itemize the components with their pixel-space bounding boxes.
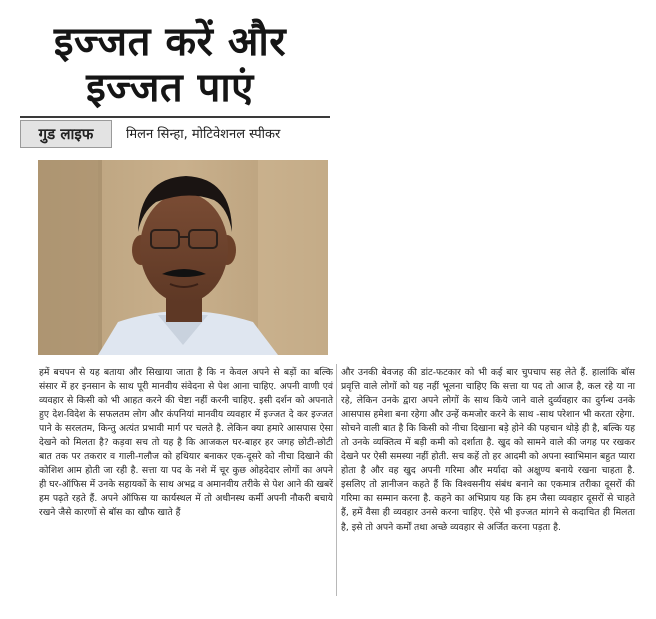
author-photo (38, 160, 328, 355)
article-paragraph: हमें बचपन से यह बताया और सिखाया जाता है कि न केवल अपने से बड़ों का बल्कि संसार में हर इनसान के साथ पूरी मानवीय संवेदना से पेश आना चाहिए. अपनी वाणी एवं व्यवहार से किसी को भी आहत करने की चेष्टा नहीं करनी चाहिए. इसी दर्शन को अपनाते हुए देश-विदेश के सफलतम लोग और कंपनियां मानवीय व्यवहार में इज्जत दे कर इज्जत पाने के सरलतम, किन्तु अत्यंत प्रभावी मार्ग पर चलते है. लेकिन क्या हमारे आसपास ऐसा देखने को मिलता है? कड़वा सच तो यह है कि आजकल घर-बाहर हर जगह छोटी-छोटी बात तक पर तकरार व गाली-गलौज को हथियार बनाकर एक-दूसरे को नीचा दिखाने की कोशिश आम होती जा रही है. सत्ता या पद के नशे में चूर कुछ ओहदेदार लोगों का अपने ही घर-ऑफिस में उनके सहायकों के साथ अभद्र व अमानवीय तरीके से पेश आने की खबरें हम पढ़ते रहते हैं. अपने ऑफिस या कार्यस्थल में तो अधीनस्थ कर्मी अपनी नौकरी बचाये रखने जैसे कारणों से बॉस का खौफ खाते हैं (39, 367, 333, 519)
headline-line-1: इज्जत करें और (53, 19, 287, 65)
article-column-right (341, 366, 635, 535)
author-portrait-icon (38, 160, 328, 355)
article-column-left (39, 366, 333, 521)
article-paragraph: सोचने वाली बात है कि किसी को नीचा दिखाना बड़े होने की पहचान थोड़े ही है, बल्कि यह तो उनके व्यक्तित्व में बड़ी कमी को दर्शाता है. खुद को सामने वाले की जगह पर रखकर देखने पर ऐसी समस्या नहीं होती. सच कहें तो हर आदमी को अपना स्वाभिमान बहुत प्यारा होता है और वह खुद अपनी गरिमा और मर्यादा को अक्षुण्य बनाये रखना चाहता है. इसलिए तो ज्ञानीजन कहते हैं कि विश्वसनीय संबंध बनाने का एकमात्र तरीका दूसरों की गरिमा का सम्मान करना है. कहने का अभिप्राय यह कि हम जैसा व्यवहार दूसरों से चाहते हैं, हमें वैसा ही व्यवहार उनसे करना चाहिए. ऐसे भी इज्जत मांगने से कदाचित ही मिलता है, इसे तो अपने कर्मों तथा अच्छे व्यवहार से अर्जित करना पड़ता है. (341, 423, 635, 533)
headline-line-2: इज्जत पाएं (86, 65, 254, 111)
header-rule (20, 116, 330, 118)
byline: मिलन सिन्हा, मोटिवेशनल स्पीकर (126, 127, 281, 142)
column-badge: गुड लाइफ (20, 120, 112, 148)
column-divider (336, 364, 337, 596)
article-paragraph: और उनकी बेवजह की डांट-फटकार को भी कई बार चुपचाप सह लेते हैं. हालांकि बॉस प्रवृत्ति वाले लोगों को यह नहीं भूलना चाहिए कि सत्ता या पद तो आज है, कल रहे या ना रहे, लेकिन उनके द्वारा अपने लोगों के साथ किये जाने वाले दुर्व्यवहार का दुर्गन्ध उनके आसपास हमेशा बना रहेगा और उन्हें कमजोर करने के साथ -साथ परेशान भी करता रहेगा. (341, 367, 635, 421)
